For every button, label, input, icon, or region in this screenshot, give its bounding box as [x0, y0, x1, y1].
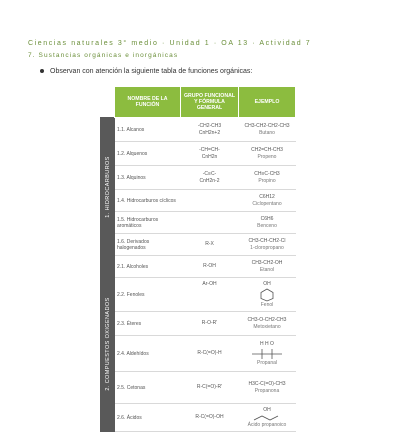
row-formula: -CH2-CH3 CnH2n+2: [181, 118, 239, 142]
row-formula: [181, 190, 239, 212]
row-formula: R-OH: [181, 256, 239, 278]
row-name: 1.6. Derivados halogenados: [115, 234, 181, 256]
row-formula: R-C(=O)-R': [181, 372, 239, 404]
table-row: [101, 312, 296, 336]
table-row: [101, 336, 296, 372]
row-example: CH3-CH-CH2-Cl 1-cloropropano: [239, 234, 296, 256]
header-spacer: [101, 87, 115, 118]
aldehyde-structure-icon: [250, 348, 284, 360]
row-formula: -C≡C- CnH2n-2: [181, 166, 239, 190]
table-row: [101, 142, 296, 166]
row-name: 1.5. Hidrocarburos aromáticos: [115, 212, 181, 234]
header-example: EJEMPLO: [239, 87, 296, 118]
row-example: H H O Propanal: [239, 336, 296, 372]
row-example: CH≡C-CH3 Propino: [239, 166, 296, 190]
group-cell-hydrocarbons: [101, 118, 115, 256]
activity-header: Ciencias naturales 3° medio · Unidad 1 · OA 13 · Actividad 7: [28, 40, 312, 47]
row-formula: R-X: [181, 234, 239, 256]
row-example: OH Ácido propanoico: [239, 404, 296, 432]
table-row: [101, 118, 296, 142]
table-row: [101, 372, 296, 404]
row-example: CH3-CH2-OH Etanol: [239, 256, 296, 278]
table-row: [101, 404, 296, 432]
row-name: 2.1. Alcoholes: [115, 256, 181, 278]
header-group: GRUPO FUNCIONAL Y FÓRMULA GENERAL: [181, 87, 239, 118]
acid-structure-icon: [252, 414, 282, 422]
row-formula: R-C(=O)-OH: [181, 404, 239, 432]
group-label-hydrocarbons: 1. HIDROCARBUROS: [104, 155, 111, 218]
row-name: 1.4. Hidrocarburos cíclicos: [115, 190, 181, 212]
organic-functions-table: [100, 86, 296, 432]
row-name: 2.4. Aldehídos: [115, 336, 181, 372]
header-name: NOMBRE DE LA FUNCIÓN: [115, 87, 181, 118]
row-example: CH3-CH2-CH2-CH3 Butano: [239, 118, 296, 142]
row-formula: R-C(=O)-H: [181, 336, 239, 372]
row-name: 2.5. Cetonas: [115, 372, 181, 404]
row-name: 2.3. Éteres: [115, 312, 181, 336]
table-row: [101, 234, 296, 256]
table-row: [101, 212, 296, 234]
row-example: C6H6 Benceno: [239, 212, 296, 234]
row-example: OH Fenol: [239, 278, 296, 312]
section-title: 7. Sustancias orgánicas e inorgánicas: [28, 52, 179, 59]
table-header-row: [101, 87, 296, 118]
row-formula: [181, 212, 239, 234]
instruction-bullet: [40, 68, 252, 75]
row-example: CH2=CH-CH3 Propeno: [239, 142, 296, 166]
table-row: [101, 190, 296, 212]
table-row: [101, 278, 296, 312]
row-formula: -CH=CH- CnH2n: [181, 142, 239, 166]
phenol-ring-icon: [259, 288, 275, 302]
row-example: C6H12 Ciclopentano: [239, 190, 296, 212]
row-example: CH3-O-CH2-CH3 Metoxietano: [239, 312, 296, 336]
instruction-text: Observan con atención la siguiente tabla de funciones orgánicas:: [50, 68, 253, 75]
row-name: 1.1. Alcanos: [115, 118, 181, 142]
table-row: [101, 256, 296, 278]
group-label-oxygenated: 2. COMPUESTOS OXIGENADOS: [104, 296, 111, 391]
row-formula: R-O-R': [181, 312, 239, 336]
table-row: [101, 166, 296, 190]
bullet-icon: [40, 69, 44, 73]
row-name: 2.2. Fenoles: [115, 278, 181, 312]
row-formula: Ar-OH: [181, 278, 239, 312]
row-name: 1.2. Alquenos: [115, 142, 181, 166]
row-name: 2.6. Ácidos: [115, 404, 181, 432]
group-cell-oxygenated: [101, 256, 115, 432]
row-example: H3C-C(=O)-CH3 Propanona: [239, 372, 296, 404]
row-name: 1.3. Alquinos: [115, 166, 181, 190]
